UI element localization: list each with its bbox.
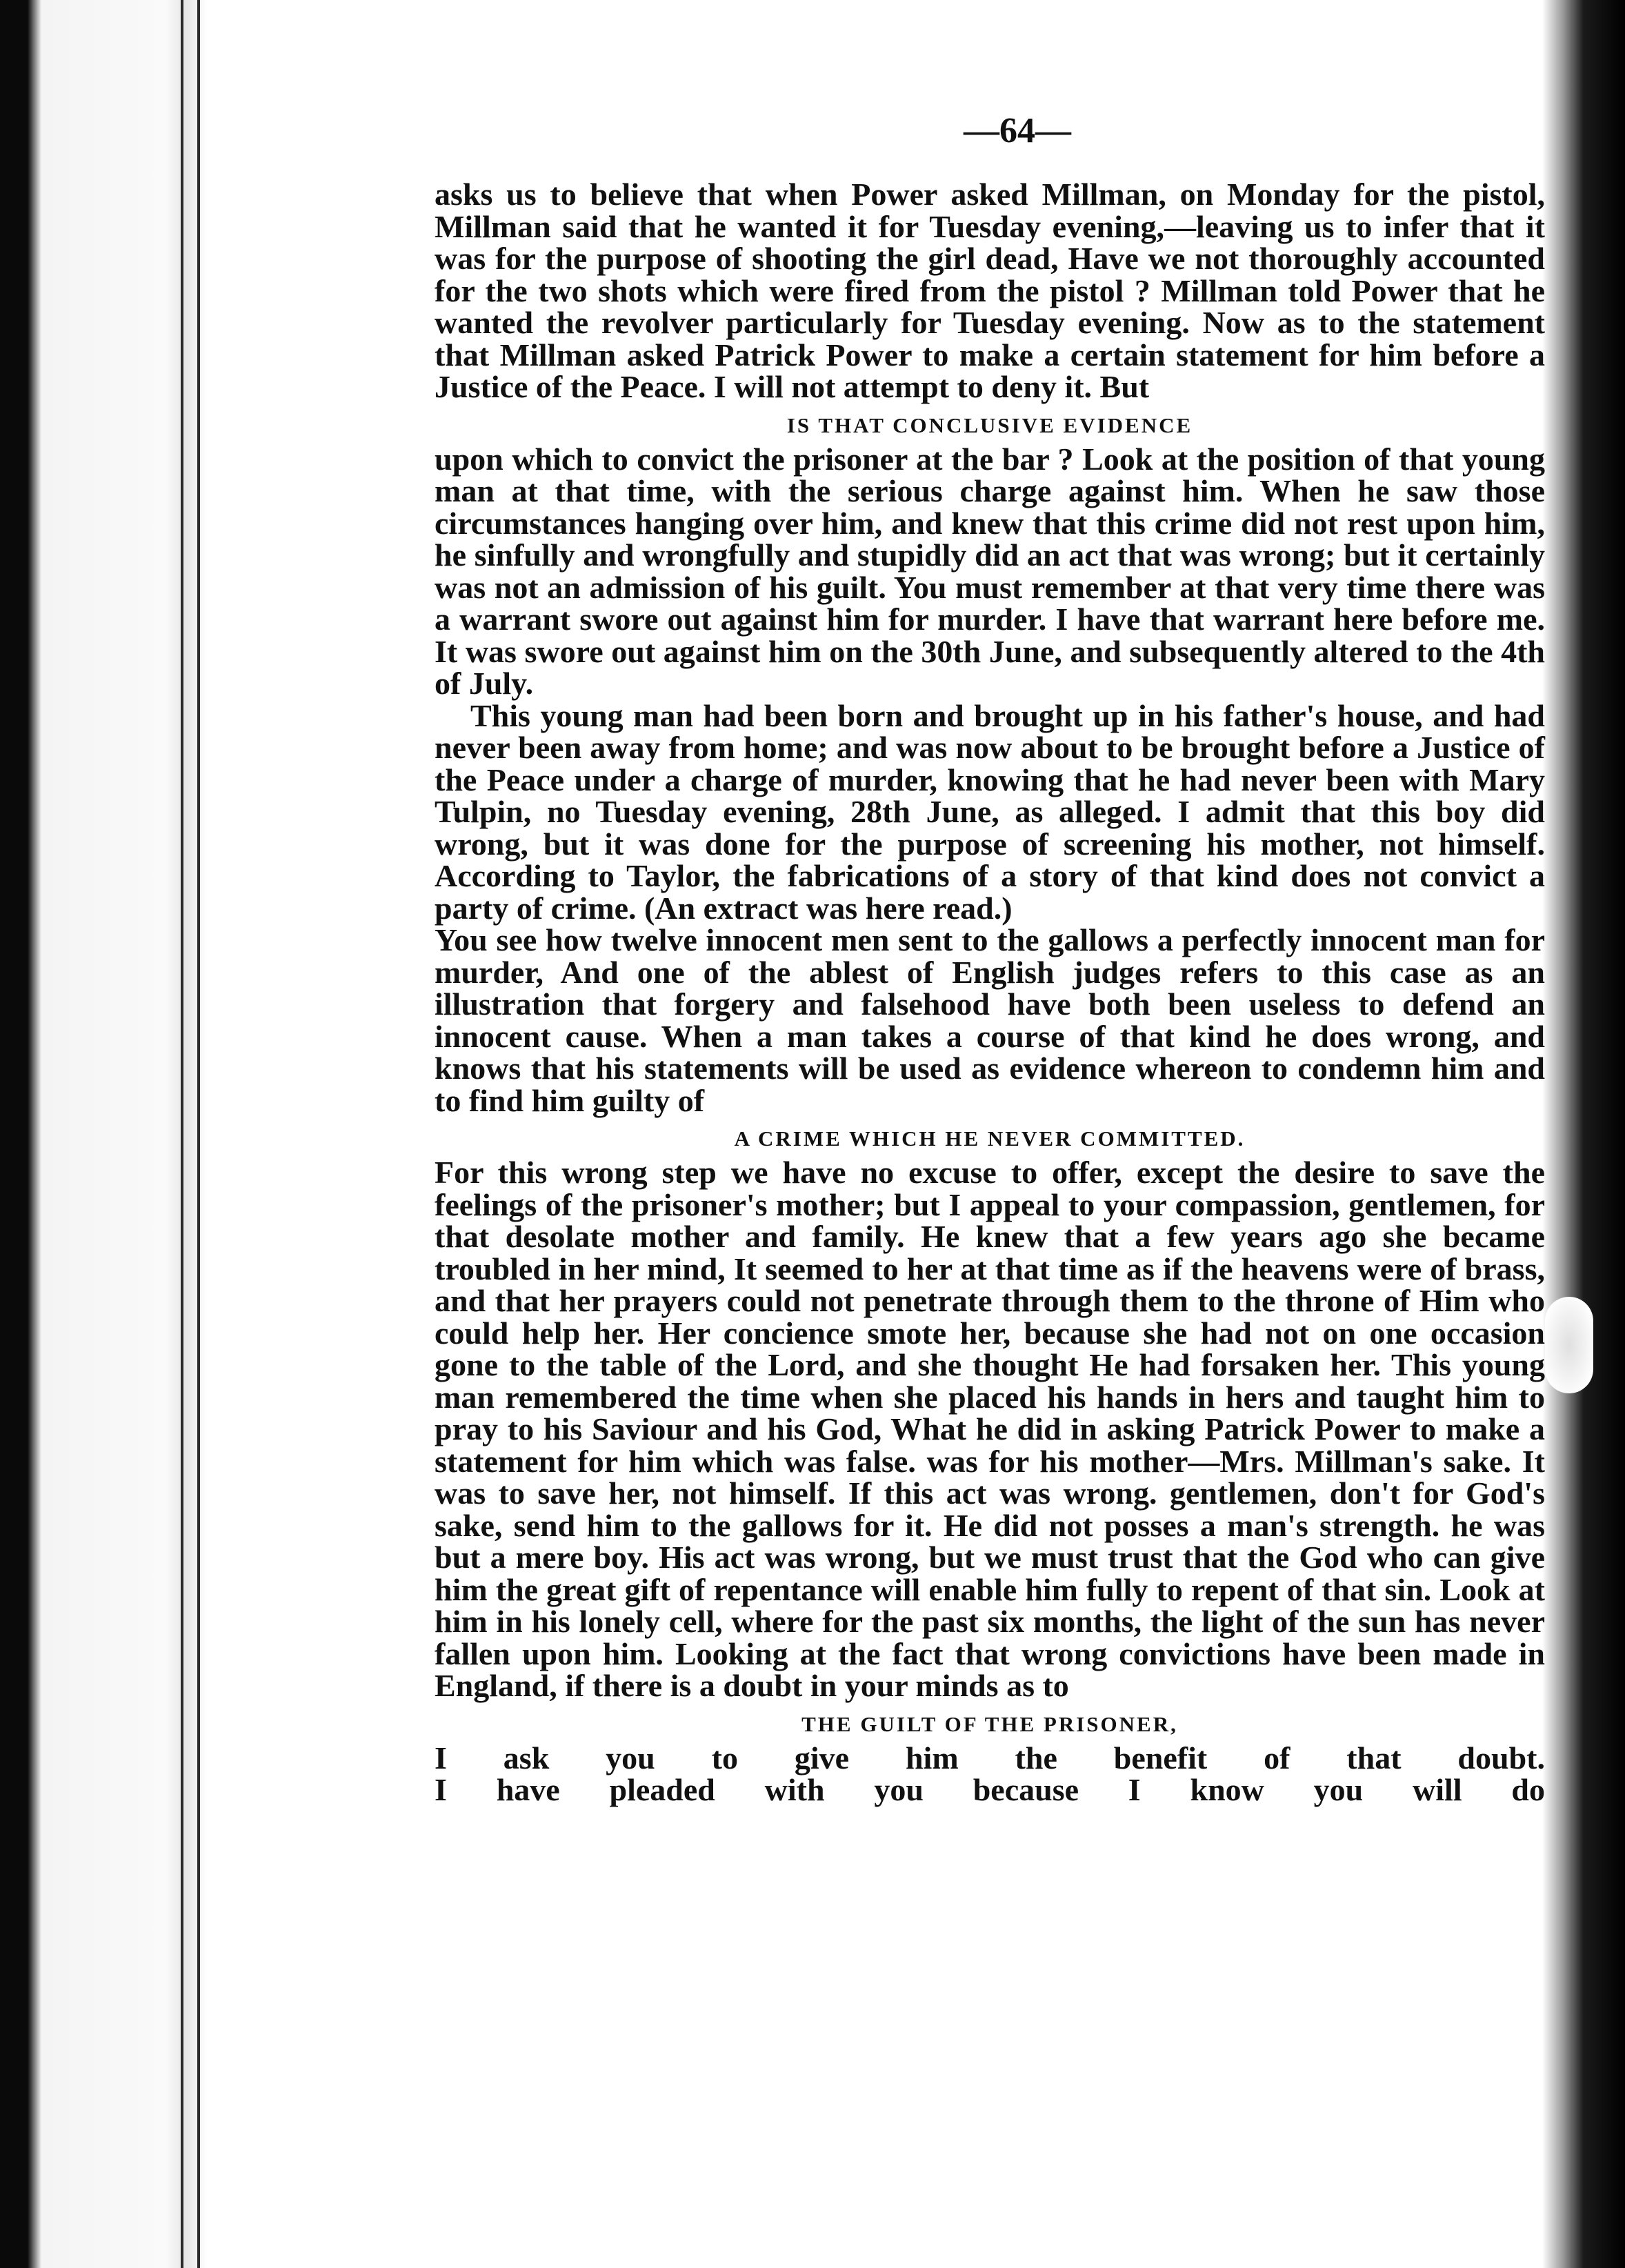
paragraph: This young man had been born and brought up in his father's house, and had never been away from home; and was now about to be brought before a Justice of the Peace under a charge of murder, knowing that he had never been with Mary Tulpin, no Tuesday evening, 28th June, as alleged. I admit that this boy did wrong, but it was done for the purpose of screening his mother, not himself. According to Taylor, the fabrications of a story of that kind does not convict a party of crime. (An extract was here read.) (435, 697, 1545, 926)
paragraph-line: I ask you to give him the benefit of that doubt. (435, 1740, 1545, 1775)
scan-right-edge (1542, 0, 1625, 2268)
section-heading: A CRIME WHICH HE NEVER COMMITTED. (734, 1126, 1246, 1151)
paragraph: For this wrong step we have no excuse to offer, except the desire to save the feelings of the prisoner's mother; but I appeal to your compassion, gentlemen, for that desolate mother and family. He knew that a few years ago she became troubled in her mind, It seemed to her at that time as if the heavens were of brass, and that her prayers could not penetrate through them to the throne of Him who could help her. Her concience smote her, because she had not on one occasion gone to the table of the Lord, and she thought He had forsaken her. This young man remembered the time when she placed his hands in hers and taught him to pray to his Saviour and his God, What he did in asking Patrick Power to make a statement for him which was false. was for his mother—Mrs. Millman's sake. It was to save her, not himself. If this act was wrong. gentlemen, don't for God's sake, send him to the gallows for it. He did not posses a man's strength. he was but a mere boy. His act was wrong, but we must trust that the God who can give him the great gift of repentance will enable him fully to repent of that sin. Look at him in his lonely cell, where for the past six months, the light of the sun has never fallen upon him. Looking at the fact that wrong convictions have been made in England, if there is a doubt in your minds as to (435, 1155, 1545, 1703)
scan-smudge (1545, 1297, 1593, 1393)
binding-line (197, 0, 200, 2268)
paragraph: asks us to believe that when Power asked Millman, on Monday for the pistol, Millman said that he wanted it for Tuesday evening,—leaving us to infer that it was for the purpose of shooting the girl dead, Have we not thoroughly accounted for the two shots which were fired from the pistol ? Millman told Power that he wanted the revolver particularly for Tuesday evening. Now as to the statement that Millman asked Patrick Power to make a certain statement for him before a Justice of the Peace. I will not attempt to deny it. But (435, 177, 1545, 404)
section-heading: THE GUILT OF THE PRISONER, (801, 1711, 1178, 1736)
paragraph: upon which to convict the prisoner at the bar ? Look at the position of that young man at that time, with the serious charge against him. When he saw those circumstances hanging over him, and knew that this crime did not rest upon him, he sinfully and wrongfully and stupidly did an act that was wrong; but it certainly was not an admission of his guilt. You must remember at that very time there was a warrant swore out against him for murder. I have that warrant here before me. It was swore out against him on the 30th June, and subsequently altered to the 4th of July. (435, 441, 1545, 701)
section-heading: IS THAT CONCLUSIVE EVIDENCE (786, 412, 1193, 437)
paragraph: You see how twelve innocent men sent to the gallows a perfectly innocent man for murder, And one of the ablest of English judges refers to this case as an illustration that forgery and falsehood have both been useless to defend an innocent cause. When a man takes a course of that kind he does wrong, and knows that his statements will be used as evidence whereon to condemn him and to find him guilty of (435, 922, 1545, 1118)
binding-line (181, 0, 183, 2268)
page-number: —64— (964, 111, 1071, 150)
scan-binding-edge (0, 0, 207, 2268)
document-page (435, 110, 1545, 1807)
paragraph-line: I have pleaded with you because I know you will do (435, 1772, 1545, 1807)
